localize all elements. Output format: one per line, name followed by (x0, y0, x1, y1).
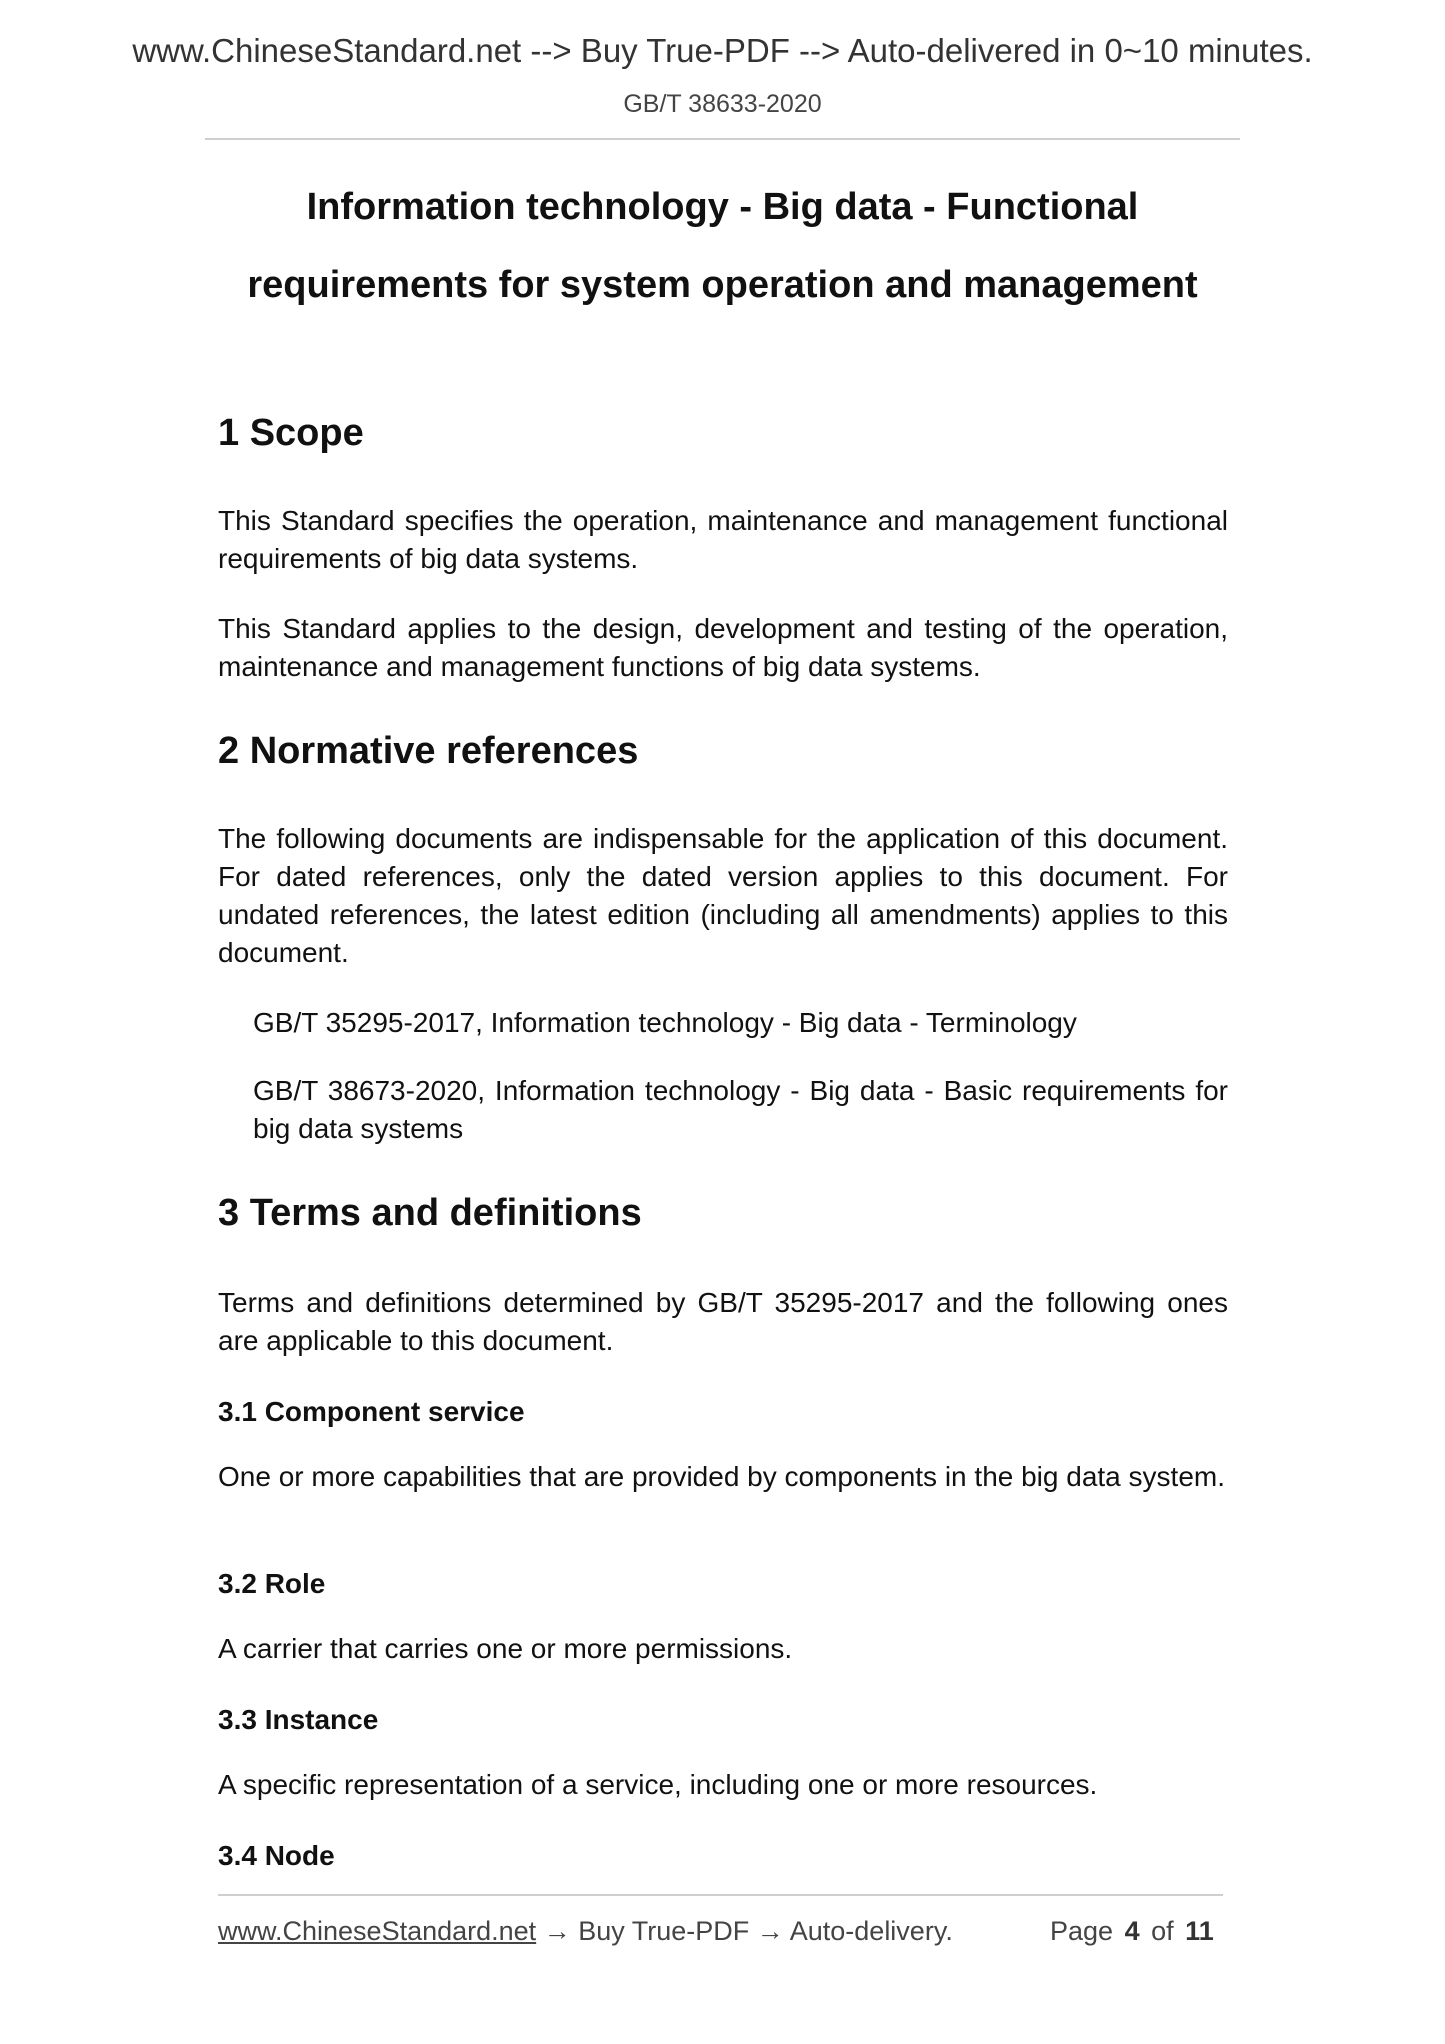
header-divider (205, 138, 1240, 140)
reference-item-1: GB/T 35295-2017, Information technology - Big data - Terminology (253, 1007, 1077, 1038)
page-indicator (1050, 1916, 1214, 1947)
reference-item-2: GB/T 38673-2020, Information technology - Big data - Basic requirements for big data systems (253, 1075, 1228, 1144)
page-total: 11 (1185, 1916, 1214, 1946)
footer-divider (218, 1894, 1223, 1896)
terms-intro-paragraph: Terms and definitions determined by GB/T 35295-2017 and the following ones are applicable to this document. (218, 1287, 1228, 1356)
term-definition-instance: A specific representation of a service, including one or more resources. (218, 1769, 1098, 1800)
section-heading-scope: 1 Scope (218, 412, 364, 454)
header-banner: www.ChineseStandard.net --> Buy True-PDF --> Auto-delivered in 0~10 minutes. (132, 32, 1313, 69)
scope-paragraph-2: This Standard applies to the design, development and testing of the operation, maintenance and management functions of big data systems. (218, 613, 1228, 682)
document-title-line-2: requirements for system operation and management (247, 264, 1198, 306)
scope-paragraph-1: This Standard specifies the operation, maintenance and management functional requirements of big data systems. (218, 505, 1228, 574)
section-heading-terms-definitions: 3 Terms and definitions (218, 1192, 642, 1234)
term-heading-instance: 3.3 Instance (218, 1704, 379, 1735)
term-definition-component-service: One or more capabilities that are provided by components in the big data system. (218, 1461, 1225, 1492)
term-heading-node: 3.4 Node (218, 1840, 335, 1871)
section-heading-normative-references: 2 Normative references (218, 730, 639, 772)
footer-site-link[interactable]: www.ChineseStandard.net (218, 1916, 537, 1946)
page-label: Page (1050, 1916, 1114, 1946)
footer-promo-text: → Buy True-PDF → Auto-delivery. (536, 1916, 953, 1946)
term-definition-role: A carrier that carries one or more permissions. (218, 1633, 793, 1664)
normative-references-paragraph: The following documents are indispensable for the application of this document. For dated references, only the dated version applies to this document. For undated references, the latest edition (including all amendments) applies to this document. (218, 823, 1228, 968)
document-title-line-1: Information technology - Big data - Functional (306, 186, 1139, 228)
standard-code: GB/T 38633-2020 (623, 90, 822, 118)
footer-promo (218, 1916, 953, 1947)
page-number: 4 (1124, 1916, 1140, 1946)
of-label: of (1151, 1916, 1174, 1946)
term-heading-role: 3.2 Role (218, 1568, 326, 1599)
term-heading-component-service: 3.1 Component service (218, 1396, 525, 1427)
